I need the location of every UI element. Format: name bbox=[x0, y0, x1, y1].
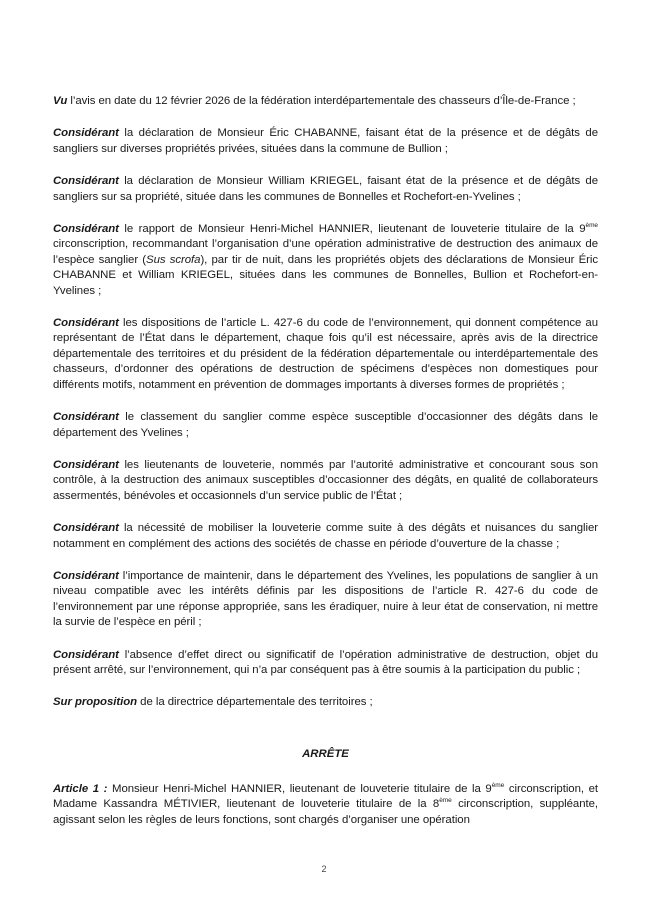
paragraph-considerant-necessite bbox=[53, 521, 598, 552]
paragraph-lead: Considérant bbox=[53, 648, 119, 661]
ordinal-suffix: ème bbox=[439, 797, 452, 805]
paragraph-lead: Considérant bbox=[53, 411, 119, 424]
paragraph-text: circonscription, et Madame Kassandra MÉTIVIER, lieutenant de louveterie titulaire de la 8 bbox=[53, 782, 599, 811]
paragraph-vu-avis bbox=[53, 94, 598, 109]
paragraph-text: circonscription, recommandant l’organisation d’une opération administrative de destruction des animaux de l’espèce sanglier ( bbox=[53, 238, 598, 266]
paragraph-lead: Considérant bbox=[53, 569, 119, 582]
paragraph-text: de la directrice départementale des territoires ; bbox=[137, 696, 373, 709]
paragraph-considerant-classement bbox=[53, 410, 598, 441]
ordinal-suffix: ème bbox=[585, 222, 598, 230]
paragraph-text: l’absence d’effet direct ou significatif de l’opération administrative de destruction, objet du présent arrêté, sur l’environnement, qui n’a par conséquent pas à être soumis à la participation du public ; bbox=[53, 648, 598, 676]
paragraph-text: la déclaration de Monsieur Éric CHABANNE, faisant état de la présence et de dégâts de sangliers sur diverses propriétés privées, situées dans la commune de Bullion ; bbox=[53, 127, 598, 155]
paragraph-lead: Considérant bbox=[53, 175, 119, 188]
paragraph-considerant-lieutenants bbox=[53, 458, 598, 504]
paragraph-sur-proposition bbox=[53, 695, 598, 710]
paragraph-lead: Sur proposition bbox=[53, 696, 138, 709]
paragraph-text: l’avis en date du 12 février 2026 de la fédération interdépartementale des chasseurs d’Île-de-France ; bbox=[67, 95, 576, 107]
paragraph-considerant-rapport bbox=[53, 222, 598, 299]
paragraph-lead: Considérant bbox=[53, 317, 119, 330]
document-page bbox=[53, 94, 598, 845]
paragraph-lead: Considérant bbox=[53, 127, 119, 140]
section-heading-arrete: ARRÊTE bbox=[302, 747, 349, 760]
paragraph-lead: Considérant bbox=[53, 458, 119, 471]
paragraph-considerant-importance bbox=[53, 569, 598, 631]
species-latin-name: Sus scrofa bbox=[146, 253, 201, 266]
ordinal-suffix: ème bbox=[491, 781, 505, 789]
paragraph-lead: Vu bbox=[53, 95, 68, 107]
paragraph-lead: Considérant bbox=[53, 223, 119, 236]
paragraph-text: circonscription, suppléante, agissant selon les règles de leurs fonctions, sont chargés d’organiser une opération bbox=[53, 798, 598, 826]
paragraph-text: les dispositions de l’article L. 427-6 du code de l’environnement, qui donnent compétence au représentant de l’État dans le département, chaque fois qu’il est nécessaire, après avis de la directrice départementale des territoires et du président de la fédération départementale ou interdépartementale des chasseurs, d’ordonner des opérations de destruction de spécimens d’espèces non domestiques pour différents motifs, notamment en prévention de dommages importants à diverses formes de propriétés ; bbox=[53, 317, 598, 391]
paragraph-considerant-article-l427 bbox=[53, 316, 598, 393]
paragraph-considerant-chabanne bbox=[53, 126, 598, 157]
paragraph-text: Monsieur Henri-Michel HANNIER, lieutenant de louveterie titulaire de la 9 bbox=[107, 782, 492, 795]
paragraph-text: la nécessité de mobiliser la louveterie comme suite à des dégâts et nuisances du sanglier notamment en complément des actions des sociétés de chasse en période d’ouverture de la chasse ; bbox=[53, 522, 598, 550]
paragraph-text: les lieutenants de louveterie, nommés par l’autorité administrative et concourant sous son contrôle, à la destruction des animaux susceptibles d’occasionner des dégâts, en qualité de collaborateurs assermentés, bénévoles et occasionnels d’un service public de l’État ; bbox=[53, 458, 598, 502]
paragraph-text: la déclaration de Monsieur William KRIEGEL, faisant état de la présence et de dégâts de sangliers sur sa propriété, située dans les communes de Bonnelles et Rochefort-en-Yvelines ; bbox=[53, 175, 598, 203]
page-number: 2 bbox=[321, 864, 327, 874]
paragraph-text: l’importance de maintenir, dans le département des Yvelines, les populations de sanglier à un niveau compatible avec les intérêts définis par les dispositions de l’article R. 427-6 du code de l’environnement par une réponse appropriée, sans les éradiquer, nuire à leur état de conservation, ni mettre la survie de l’espèce en péril ; bbox=[53, 569, 598, 629]
article-label: Article 1 : bbox=[53, 782, 108, 795]
paragraph-article-1 bbox=[53, 782, 598, 828]
paragraph-considerant-absence-effet bbox=[53, 648, 598, 679]
paragraph-text: ), par tir de nuit, dans les propriétés objets des déclarations de Monsieur Éric CHABANNE et William KRIEGEL, situées dans les communes de Bonnelles, Bullion et Rochefort-en-Yvelines ; bbox=[53, 253, 599, 297]
paragraph-lead: Considérant bbox=[53, 522, 119, 535]
paragraph-considerant-kriegel bbox=[53, 174, 598, 205]
paragraph-text: le classement du sanglier comme espèce susceptible d’occasionner des dégâts dans le département des Yvelines ; bbox=[53, 411, 598, 439]
paragraph-text: le rapport de Monsieur Henri-Michel HANNIER, lieutenant de louveterie titulaire de la 9 bbox=[118, 223, 586, 236]
